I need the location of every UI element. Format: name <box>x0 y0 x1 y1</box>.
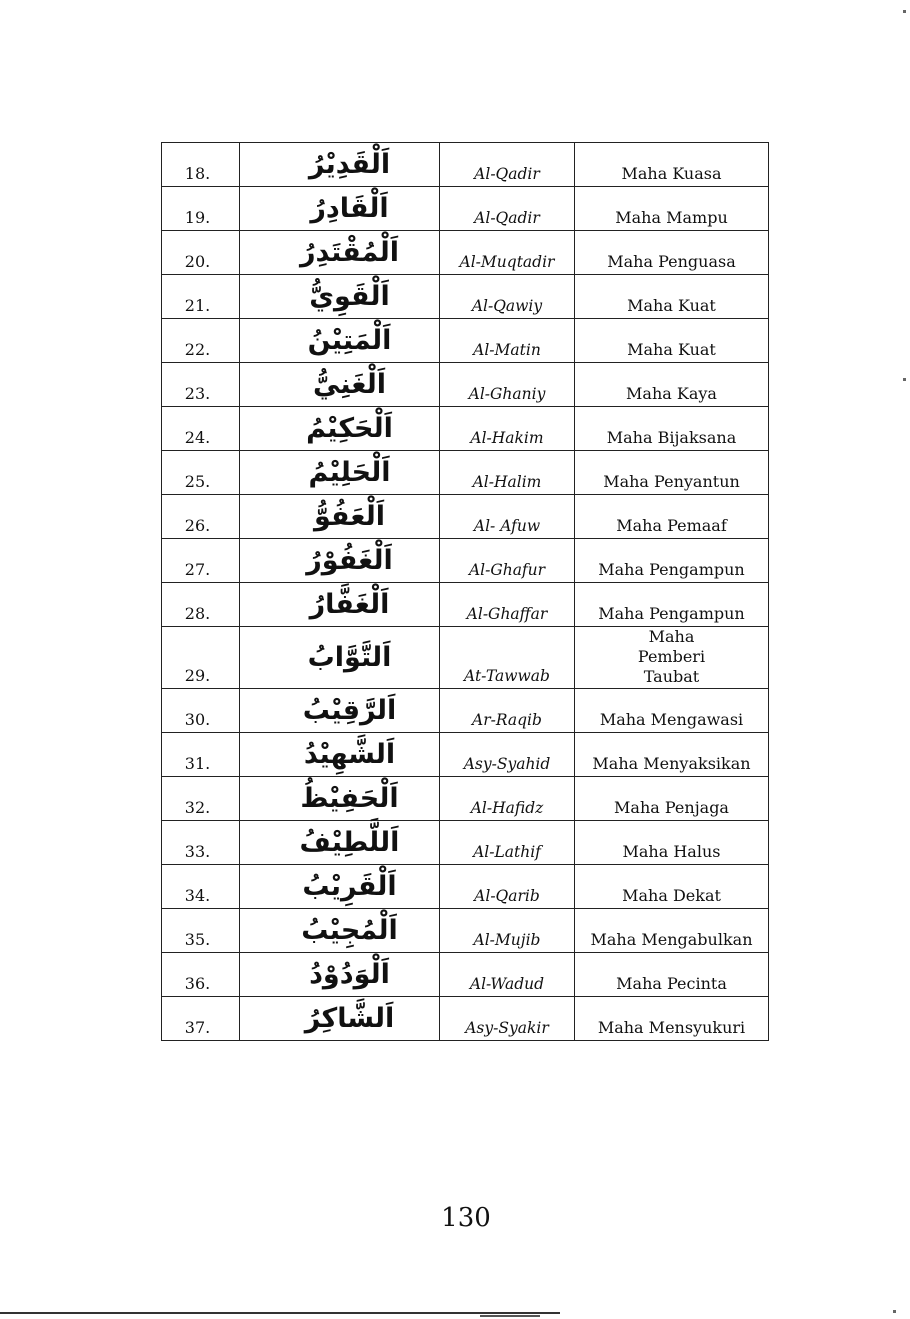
meaning: Maha Pecinta <box>616 974 727 994</box>
row-number: 22. <box>184 340 211 360</box>
meaning-cell <box>575 627 769 689</box>
transliteration: Al-Ghaffar <box>466 604 548 623</box>
arabic-name: اَلْقَوِيُّ <box>309 280 390 312</box>
table-row <box>162 953 769 997</box>
arabic-name-cell <box>240 363 440 407</box>
meaning-cell <box>575 997 769 1041</box>
transliteration: Al-Ghafur <box>468 560 546 579</box>
transliteration-cell <box>440 363 575 407</box>
row-number-cell <box>162 583 240 627</box>
transliteration-cell <box>440 953 575 997</box>
meaning: Maha Mengawasi <box>599 710 744 730</box>
meaning-cell <box>575 733 769 777</box>
arabic-name-cell <box>240 451 440 495</box>
row-number: 23. <box>184 384 211 404</box>
table-row <box>162 997 769 1041</box>
meaning: Maha Kaya <box>626 384 717 404</box>
row-number-cell <box>162 495 240 539</box>
transliteration: Al-Hakim <box>470 428 544 447</box>
meaning-cell <box>575 451 769 495</box>
transliteration-cell <box>440 495 575 539</box>
transliteration-cell <box>440 627 575 689</box>
arabic-name-cell <box>240 495 440 539</box>
row-number: 32. <box>184 798 211 818</box>
meaning: Maha Penyantun <box>603 472 740 492</box>
transliteration: Al-Ghaniy <box>468 384 546 403</box>
arabic-name: اَلْحَكِيْمُ <box>306 412 393 444</box>
row-number-cell <box>162 275 240 319</box>
arabic-name-cell <box>240 143 440 187</box>
arabic-name: اَلرَّقِيْبُ <box>302 694 397 726</box>
transliteration: Asy-Syakir <box>465 1018 549 1037</box>
meaning-cell <box>575 275 769 319</box>
table-row <box>162 363 769 407</box>
row-number: 19. <box>184 208 211 228</box>
transliteration-cell <box>440 821 575 865</box>
table-row <box>162 733 769 777</box>
page-number: 130 <box>441 1203 491 1233</box>
row-number-cell <box>162 627 240 689</box>
transliteration-cell <box>440 583 575 627</box>
arabic-name-cell <box>240 275 440 319</box>
arabic-name: اَلْعَفُوُّ <box>314 500 385 532</box>
transliteration: Ar-Raqib <box>472 710 542 729</box>
row-number: 27. <box>184 560 211 580</box>
arabic-name-cell <box>240 689 440 733</box>
table-body <box>162 143 769 1041</box>
table-row <box>162 451 769 495</box>
arabic-name: اَلْمَتِيْنُ <box>307 324 392 356</box>
table-row <box>162 187 769 231</box>
arabic-name: اَلْحَلِيْمُ <box>308 456 391 488</box>
meaning-cell <box>575 909 769 953</box>
row-number-cell <box>162 953 240 997</box>
table-row <box>162 495 769 539</box>
meaning: Maha Kuasa <box>621 164 722 184</box>
meaning-cell <box>575 777 769 821</box>
arabic-name-cell <box>240 909 440 953</box>
transliteration: Al-Qarib <box>474 886 540 905</box>
meaning-cell <box>575 689 769 733</box>
meaning-cell <box>575 363 769 407</box>
table-row <box>162 275 769 319</box>
table-row <box>162 407 769 451</box>
meaning: Maha Pemaaf <box>616 516 727 536</box>
row-number-cell <box>162 997 240 1041</box>
meaning: Maha Pemberi Taubat <box>637 627 706 686</box>
row-number-cell <box>162 733 240 777</box>
meaning: Maha Dekat <box>622 886 721 906</box>
table-row <box>162 143 769 187</box>
arabic-name-cell <box>240 627 440 689</box>
meaning: Maha Kuat <box>627 296 716 316</box>
scan-speck <box>893 1310 896 1313</box>
arabic-name: اَلْغَفُوْرُ <box>306 544 393 576</box>
meaning: Maha Halus <box>622 842 721 862</box>
transliteration-cell <box>440 451 575 495</box>
arabic-name: اَلْحَفِيْظُ <box>300 782 399 814</box>
asmaul-husna-table <box>161 142 769 1041</box>
transliteration: Al-Qadir <box>474 164 540 183</box>
table-row <box>162 319 769 363</box>
row-number: 33. <box>184 842 211 862</box>
transliteration-cell <box>440 733 575 777</box>
table-row <box>162 583 769 627</box>
arabic-name: اَلتَّوَّابُ <box>307 641 392 673</box>
arabic-name-cell <box>240 231 440 275</box>
transliteration-cell <box>440 319 575 363</box>
row-number-cell <box>162 865 240 909</box>
row-number: 20. <box>184 252 211 272</box>
meaning-cell <box>575 539 769 583</box>
meaning-cell <box>575 953 769 997</box>
transliteration-cell <box>440 143 575 187</box>
transliteration-cell <box>440 777 575 821</box>
transliteration: Al-Halim <box>472 472 542 491</box>
arabic-name-cell <box>240 319 440 363</box>
arabic-name-cell <box>240 187 440 231</box>
transliteration-cell <box>440 231 575 275</box>
meaning: Maha Penjaga <box>614 798 729 818</box>
bottom-rule-divider-secondary <box>480 1315 540 1317</box>
meaning-cell <box>575 143 769 187</box>
arabic-name: اَلْقَدِيْرُ <box>308 148 391 180</box>
transliteration-cell <box>440 865 575 909</box>
arabic-name-cell <box>240 777 440 821</box>
arabic-name: اَلشَّاكِرُ <box>304 1002 395 1034</box>
transliteration-cell <box>440 997 575 1041</box>
meaning: Maha Menyaksikan <box>592 754 751 774</box>
transliteration: Al-Lathif <box>473 842 541 861</box>
table-row <box>162 777 769 821</box>
arabic-name-cell <box>240 953 440 997</box>
arabic-name: اَلْغَنِيُّ <box>313 368 386 400</box>
table-row <box>162 909 769 953</box>
row-number: 30. <box>184 710 211 730</box>
arabic-name: اَلْوَدُوْدُ <box>309 958 390 990</box>
row-number-cell <box>162 909 240 953</box>
transliteration: Al-Qawiy <box>471 296 543 315</box>
table-row <box>162 627 769 689</box>
row-number-cell <box>162 689 240 733</box>
row-number-cell <box>162 777 240 821</box>
arabic-name: اَلْقَرِيْبُ <box>302 870 397 902</box>
transliteration: At-Tawwab <box>464 666 550 685</box>
meaning: Maha Bijaksana <box>606 428 737 448</box>
bottom-rule-divider <box>0 1312 560 1314</box>
meaning: Maha Penguasa <box>607 252 736 272</box>
arabic-name-cell <box>240 865 440 909</box>
row-number-cell <box>162 231 240 275</box>
row-number-cell <box>162 451 240 495</box>
meaning: Maha Mampu <box>615 208 728 228</box>
arabic-name: اَلْغَفَّارُ <box>309 588 390 620</box>
row-number: 18. <box>184 164 211 184</box>
table-row <box>162 539 769 583</box>
transliteration-cell <box>440 275 575 319</box>
transliteration: Al-Hafidz <box>470 798 544 817</box>
table-row <box>162 689 769 733</box>
arabic-name: اَلشَّهِيْدُ <box>303 738 396 770</box>
meaning: Maha Kuat <box>627 340 716 360</box>
row-number-cell <box>162 407 240 451</box>
meaning: Maha Mengabulkan <box>590 930 753 950</box>
transliteration: Al- Afuw <box>473 516 541 535</box>
meaning: Maha Mensyukuri <box>597 1018 746 1038</box>
row-number-cell <box>162 363 240 407</box>
transliteration: Al-Qadir <box>474 208 540 227</box>
transliteration-cell <box>440 689 575 733</box>
row-number-cell <box>162 319 240 363</box>
transliteration: Al-Wadud <box>469 974 545 993</box>
table-row <box>162 231 769 275</box>
row-number: 24. <box>184 428 211 448</box>
meaning-cell <box>575 821 769 865</box>
transliteration: Asy-Syahid <box>463 754 551 773</box>
transliteration: Al-Matin <box>473 340 541 359</box>
meaning-cell <box>575 319 769 363</box>
arabic-name: اَلْقَادِرُ <box>310 192 389 224</box>
arabic-name-cell <box>240 583 440 627</box>
arabic-name-cell <box>240 733 440 777</box>
table-row <box>162 821 769 865</box>
table-row <box>162 865 769 909</box>
transliteration-cell <box>440 187 575 231</box>
meaning-cell <box>575 495 769 539</box>
scan-speck <box>903 10 906 13</box>
row-number: 26. <box>184 516 211 536</box>
row-number: 34. <box>184 886 211 906</box>
row-number: 31. <box>184 754 211 774</box>
scan-speck <box>903 378 906 381</box>
transliteration-cell <box>440 407 575 451</box>
row-number-cell <box>162 143 240 187</box>
arabic-name-cell <box>240 821 440 865</box>
arabic-name-cell <box>240 997 440 1041</box>
arabic-name: اَلْمُجِيْبُ <box>301 914 398 946</box>
row-number: 37. <box>184 1018 211 1038</box>
meaning-cell <box>575 583 769 627</box>
arabic-name: اَللَّطِيْفُ <box>299 826 400 858</box>
transliteration: Al-Muqtadir <box>459 252 555 271</box>
row-number: 21. <box>184 296 211 316</box>
arabic-name: اَلْمُقْتَدِرُ <box>299 236 400 268</box>
meaning-cell <box>575 187 769 231</box>
row-number-cell <box>162 539 240 583</box>
row-number: 29. <box>184 666 211 686</box>
meaning-cell <box>575 231 769 275</box>
row-number: 25. <box>184 472 211 492</box>
meaning: Maha Pengampun <box>598 560 745 580</box>
meaning: Maha Pengampun <box>598 604 745 624</box>
arabic-name-cell <box>240 539 440 583</box>
meaning-cell <box>575 865 769 909</box>
transliteration: Al-Mujib <box>473 930 541 949</box>
transliteration-cell <box>440 539 575 583</box>
row-number: 28. <box>184 604 211 624</box>
arabic-name-cell <box>240 407 440 451</box>
row-number: 35. <box>184 930 211 950</box>
row-number-cell <box>162 821 240 865</box>
row-number: 36. <box>184 974 211 994</box>
meaning-cell <box>575 407 769 451</box>
transliteration-cell <box>440 909 575 953</box>
row-number-cell <box>162 187 240 231</box>
